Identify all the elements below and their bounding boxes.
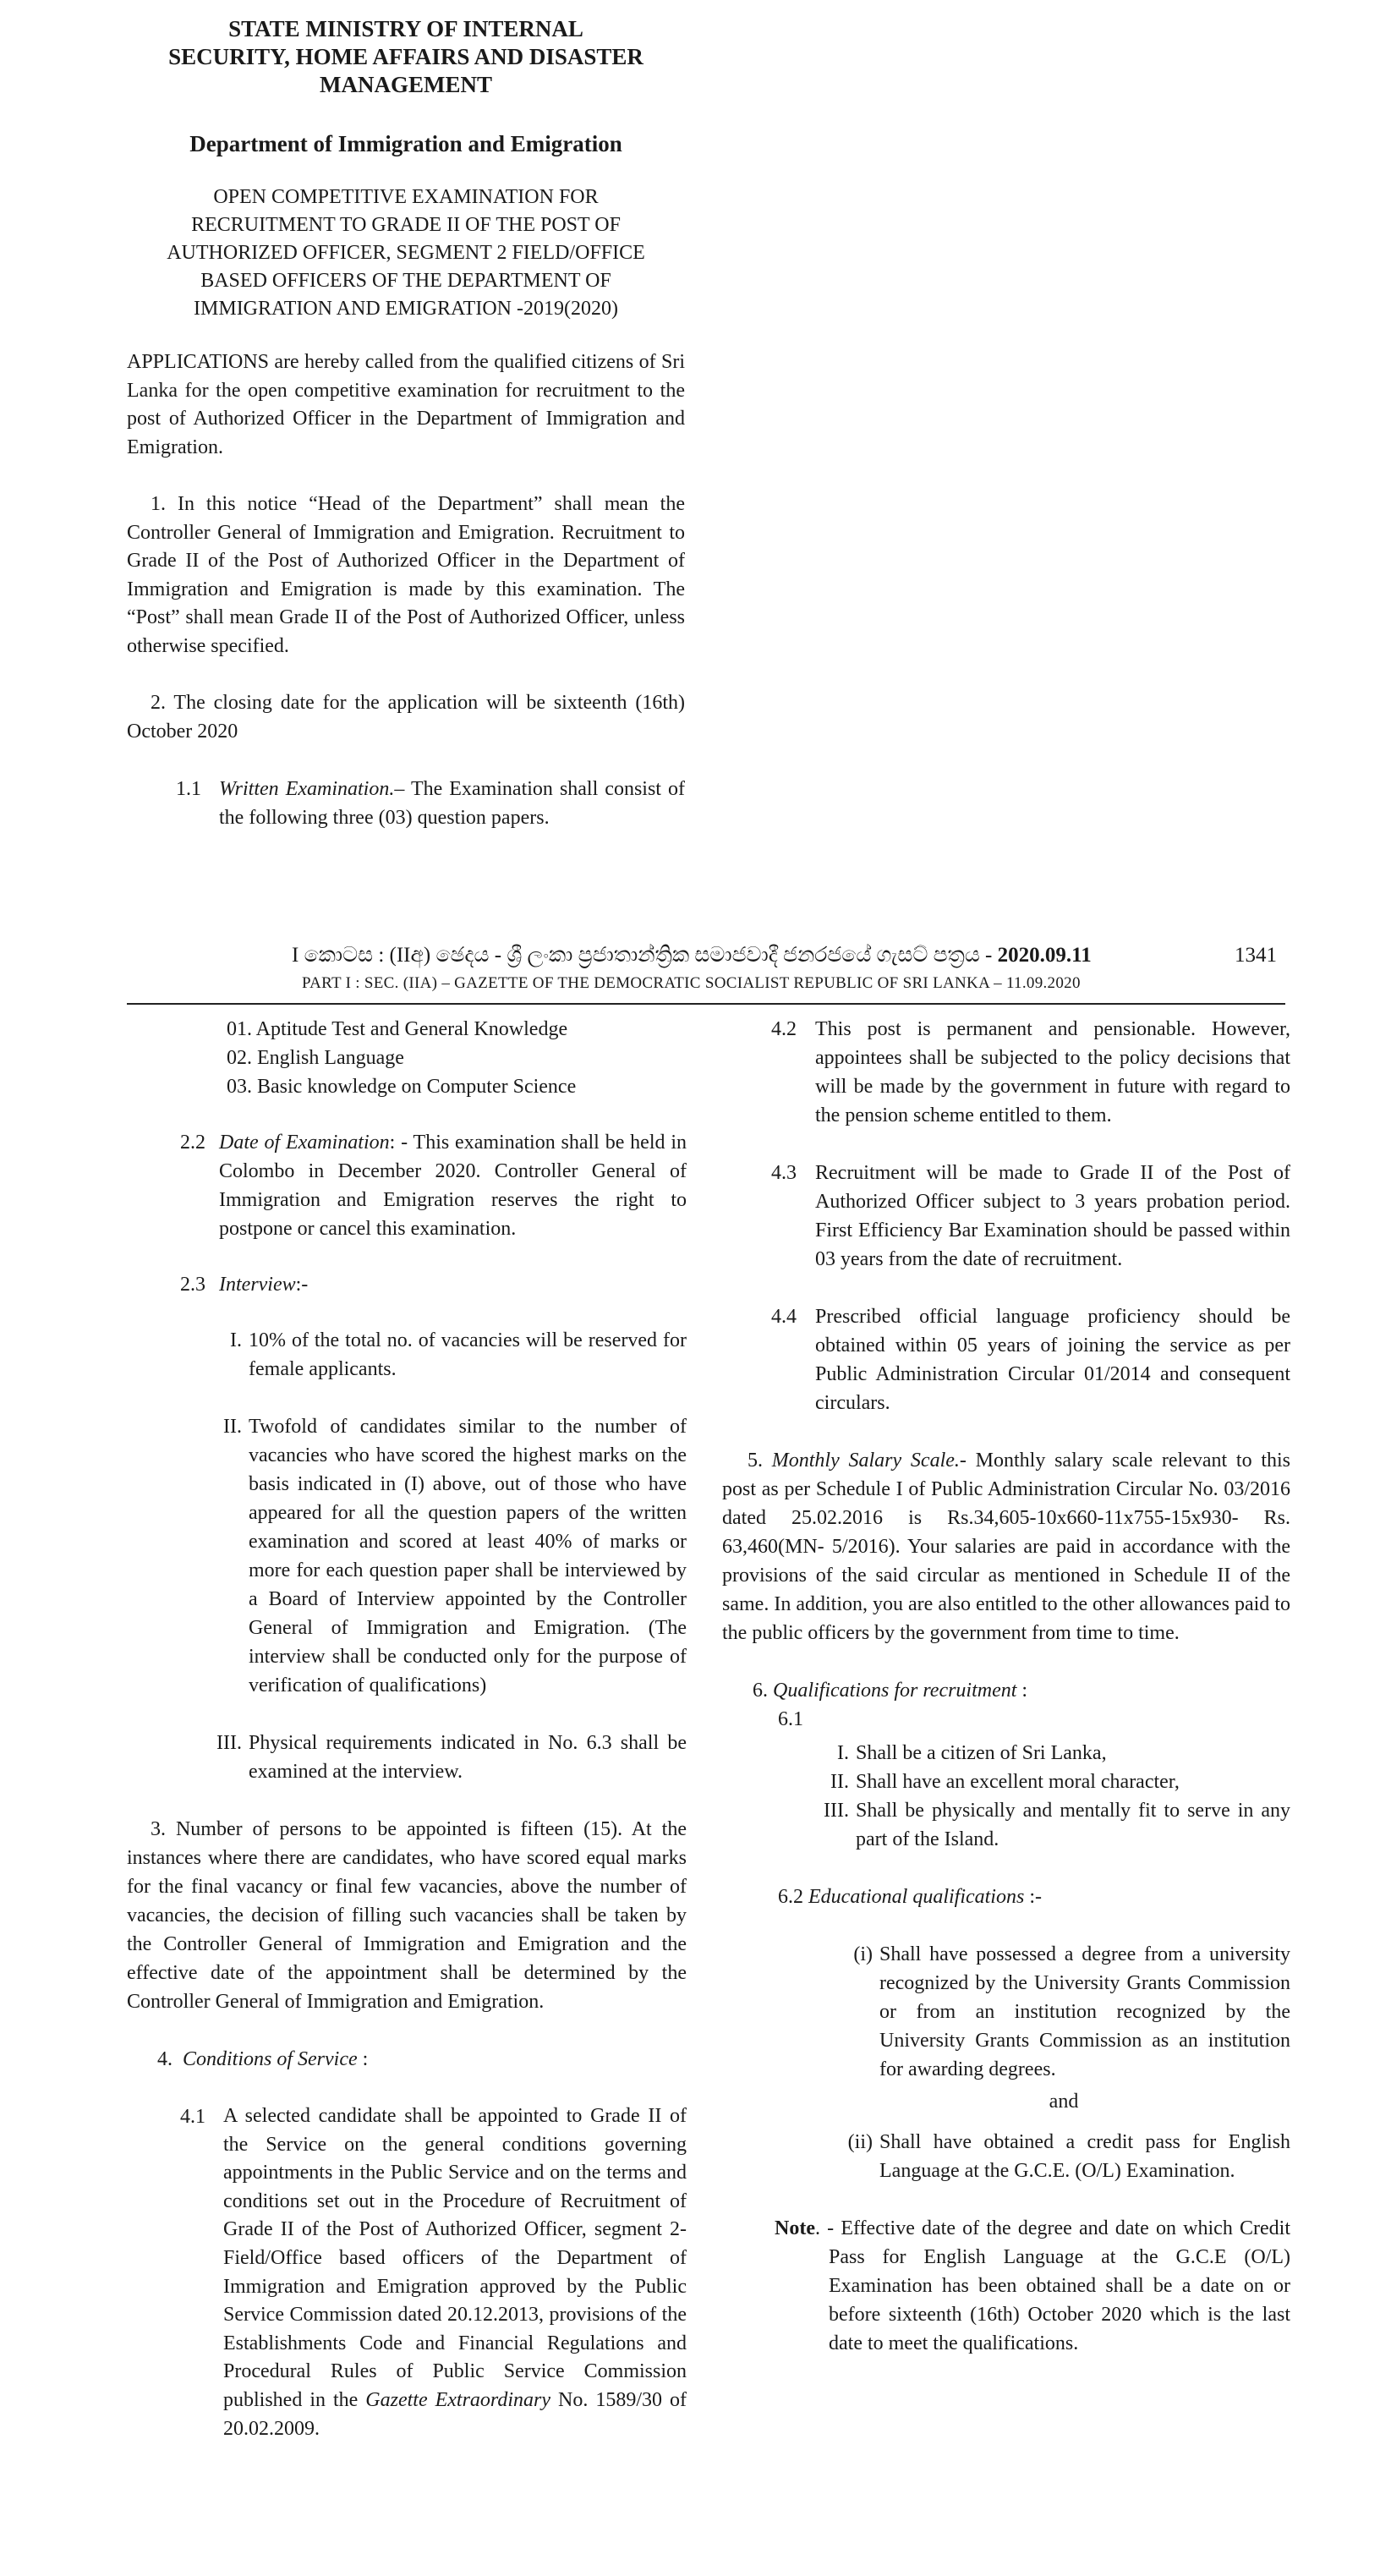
exam-title: OPEN COMPETITIVE EXAMINATION FOR RECRUITMENT TO GRADE II OF THE POST OF AUTHORIZED OFFICER, SEGMENT 2 FIELD/OFFICE BASED OFFICERS OF THE DEPARTMENT OF IMMIGRATION AND EMIGRATION -2019(2020): [167, 186, 645, 320]
department-heading: Department of Immigration and Emigration: [189, 131, 622, 156]
paragraph-6-1: 6.1: [778, 1708, 803, 1730]
list-item: 03. Basic knowledge on Computer Science: [227, 1076, 577, 1098]
ministry-heading: STATE MINISTRY OF INTERNAL SECURITY, HOME AFFAIRS AND DISASTER MANAGEMENT: [168, 16, 643, 97]
interview-item-2: II. Twofold of candidates similar to the number of vacancies who have scored the highest marks on the basis indicated in (I) above, out of those who have appeared for all the question papers of the written examination and scored at least 40% of marks or more for each question paper shall be interviewed by a Board of Interview appointed by the Controller General of Immigration and Emigration. (The interview shall be conducted only for the purpose of verification of qualifications): [223, 1416, 687, 1696]
list-item: III. Shall be physically and mentally fit to serve in any part of the Island.: [824, 1800, 1290, 1850]
note-label: Note: [775, 2217, 815, 2239]
note-paragraph: Note. - Effective date of the degree and date on which Credit Pass for English Language at the G.C.E (O/L) Examination has been obtained shall be a date on or before sixteenth (16th) October 2020 which is the last date to meet the qualifications.: [775, 2217, 1290, 2354]
intro-paragraph: APPLICATIONS are hereby called from the qualified citizens of Sri Lanka for the open competitive examination for recruitment to the post of Authorized Officer in the Department of Immigration and Emigration.: [127, 351, 685, 458]
interview-item-3: III. Physical requirements indicated in No. 6.3 shall be examined at the interview.: [216, 1732, 687, 1783]
qualification-list: [722, 1739, 1290, 1854]
paragraph-5: 5. Monthly Salary Scale.- Monthly salary scale relevant to this post as per Schedule I of Public Administration Circular No. 03/2016 dated 25.02.2016 is Rs.34,605-10x660-11x755-15x930- Rs. 63,460(MN- 5/2016). Your salaries are paid in accordance with the provisions of the said circular as mentioned in Schedule II of the same. In addition, you are also entitled to the other allowances paid to the public officers by the government from time to time.: [722, 1450, 1291, 1644]
list-item: 02. English Language: [227, 1047, 404, 1069]
paragraph-4: 4. Conditions of Service :: [157, 2048, 369, 2070]
paragraph-4-4: 4.4 Prescribed official language proficiency should be obtained within 05 years of joining the service as per Public Administration Circular 01/2014 and consequent circulars.: [771, 1306, 1290, 1414]
education-item-2: (ii) Shall have obtained a credit pass for English Language at the G.C.E. (O/L) Examination.: [847, 2131, 1290, 2182]
paragraph-4-2: 4.2 This post is permanent and pensionable. However, appointees shall be subjected to the policy decisions that will be made by the government in future with regard to the pension scheme entitled to them.: [771, 1018, 1290, 1126]
and-connector: and: [1049, 2091, 1079, 2113]
paragraph-2-3: 2.3 Interview:-: [180, 1274, 309, 1296]
paragraph-6: 6. Qualifications for recruitment :: [753, 1680, 1028, 1702]
paragraph-4-3: 4.3 Recruitment will be made to Grade II of the Post of Authorized Officer subject to 3 years probation period. First Efficiency Bar Examination should be passed within 03 years from the date of recruitment.: [771, 1162, 1290, 1270]
paragraph-2: 2. The closing date for the application will be sixteenth (16th) October 2020: [127, 692, 685, 743]
paragraph-4-1: 4.1 A selected candidate shall be appointed to Grade II of the Service on the general conditions governing appointments in the Public Service and on the terms and conditions set out in the Procedure of Recruitment of Grade II of the Post of Authorized Officer, segment 2-Field/Office based officers of the Department of Immigration and Emigration approved by the Public Service Commission dated 20.12.2013, provisions of the Establishments Code and Financial Regulations and Procedural Rules of Public Service Commission published in the Gazette Extraordinary No. 1589/30 of 20.02.2009.: [180, 2105, 687, 2440]
header-rule: [127, 1003, 1285, 1005]
interview-item-1: I. 10% of the total no. of vacancies will be reserved for female applicants.: [230, 1329, 687, 1380]
written-exam-title: Written Examination.–: [219, 778, 405, 800]
left-column: [127, 1015, 687, 2443]
paragraph-3: 3. Number of persons to be appointed is fifteen (15). At the instances where there are candidates, who have scored equal marks for the final vacancy or final few vacancies, above the number of vacancies, the decision of filling such vacancies shall be taken by the Controller General of Immigration and Emigration and the effective date of the appointment shall be determined by the Controller General of Immigration and Emigration.: [127, 1818, 687, 2013]
education-item-1: (i) Shall have possessed a degree from a university recognized by the University Grants Commission or from an institution recognized by the University Grants Commission as an institution for awarding degrees.: [853, 1943, 1290, 2080]
list-item: 01. Aptitude Test and General Knowledge: [227, 1018, 568, 1040]
page-number: 1341: [1235, 944, 1277, 967]
paragraph-6-2: 6.2 Educational qualifications :-: [778, 1886, 1042, 1908]
list-item: II. Shall have an excellent moral character,: [830, 1771, 1180, 1793]
paragraph-1: 1. In this notice “Head of the Department” shall mean the Controller General of Immigration and Emigration. Recruitment to Grade II of the Post of Authorized Officer in the Department of Immigration and Emigration is made by this examination. The “Post” shall mean Grade II of the Post of Authorized Officer, unless otherwise specified.: [127, 493, 685, 657]
gazette-date: 2020.09.11: [997, 944, 1092, 967]
list-item: I. Shall be a citizen of Sri Lanka,: [837, 1742, 1107, 1764]
paragraph-2-2: 2.2 Date of Examination: - This examination shall be held in Colombo in December 2020. Controller General of Immigration and Emigration reserves the right to postpone or cancel this examination.: [180, 1132, 687, 1240]
question-paper-list: [127, 1015, 687, 1101]
paragraph-1-1: 1.1 Written Examination.– The Examination shall consist of the following three (03) question papers.: [176, 778, 685, 829]
notice-top-column: [127, 15, 685, 832]
right-column: [722, 1015, 1290, 2358]
